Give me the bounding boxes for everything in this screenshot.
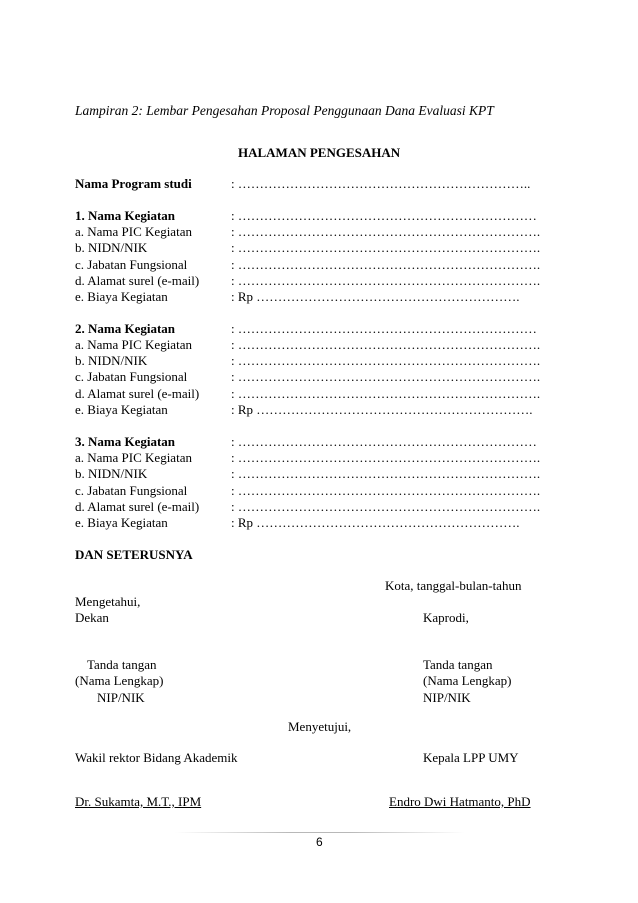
page-number: 6: [316, 835, 323, 849]
dan-seterusnya-text: DAN SETERUSNYA: [75, 547, 193, 562]
appendix-caption: Lampiran 2: Lembar Pengesahan Proposal Penggunaan Dana Evaluasi KPT: [75, 103, 494, 118]
activity-3-nidn-label: b. NIDN/NIK: [75, 466, 148, 481]
program-value: : …………………………………………………………..: [231, 176, 531, 191]
right-official-title: Kepala LPP UMY: [423, 750, 519, 765]
activity-1-email-label: d. Alamat surel (e-mail): [75, 273, 200, 288]
activity-2-pic-label: a. Nama PIC Kegiatan: [75, 337, 192, 352]
activity-3-jabatan-value: : …………………………………………………………….: [231, 483, 541, 498]
mengetahui-text: Mengetahui,: [75, 594, 141, 609]
right-nip-placeholder: NIP/NIK: [423, 690, 471, 705]
activity-3-email-value: : …………………………………………………………….: [231, 499, 541, 514]
activity-1-name-label: 1. Nama Kegiatan: [75, 208, 176, 223]
activity-2-email-label: d. Alamat surel (e-mail): [75, 386, 200, 401]
activity-3-name-value: : ……………………………………………………………: [231, 434, 537, 449]
activity-2-pic-value: : …………………………………………………………….: [231, 337, 541, 352]
activity-1-nidn-value: : …………………………………………………………….: [231, 240, 541, 255]
activity-1-pic-label: a. Nama PIC Kegiatan: [75, 224, 192, 239]
activity-1-email-value: : …………………………………………………………….: [231, 273, 541, 288]
footer-divider: [175, 832, 465, 833]
left-full-name-placeholder: (Nama Lengkap): [75, 673, 164, 688]
activity-2-jabatan-label: c. Jabatan Fungsional: [75, 369, 188, 384]
place-date-text: Kota, tanggal-bulan-tahun: [385, 578, 522, 593]
activity-2-nidn-value: : …………………………………………………………….: [231, 353, 541, 368]
right-full-name-placeholder: (Nama Lengkap): [423, 673, 512, 688]
activity-3-name-label: 3. Nama Kegiatan: [75, 434, 176, 449]
right-role-text: Kaprodi,: [423, 610, 469, 625]
left-official-title: Wakil rektor Bidang Akademik: [75, 750, 238, 765]
activity-3-jabatan-label: c. Jabatan Fungsional: [75, 483, 188, 498]
activity-3-email-label: d. Alamat surel (e-mail): [75, 499, 200, 514]
activity-2-nidn-label: b. NIDN/NIK: [75, 353, 148, 368]
activity-3-pic-value: : …………………………………………………………….: [231, 450, 541, 465]
activity-1-nidn-label: b. NIDN/NIK: [75, 240, 148, 255]
activity-2-biaya-label: e. Biaya Kegiatan: [75, 402, 168, 417]
activity-3-nidn-value: : …………………………………………………………….: [231, 466, 541, 481]
activity-2-email-value: : …………………………………………………………….: [231, 386, 541, 401]
activity-1-pic-value: : …………………………………………………………….: [231, 224, 541, 239]
page-title: HALAMAN PENGESAHAN: [238, 145, 401, 160]
right-official-name: Endro Dwi Hatmanto, PhD: [389, 794, 531, 809]
activity-3-biaya-label: e. Biaya Kegiatan: [75, 515, 168, 530]
activity-1-jabatan-label: c. Jabatan Fungsional: [75, 257, 188, 272]
activity-3-biaya-value: : Rp …………………………………………………….: [231, 515, 520, 530]
activity-2-biaya-value: : Rp ……………………………………………………….: [231, 402, 533, 417]
activity-1-biaya-label: e. Biaya Kegiatan: [75, 289, 168, 304]
left-role-text: Dekan: [75, 610, 109, 625]
activity-1-biaya-value: : Rp …………………………………………………….: [231, 289, 520, 304]
activity-3-pic-label: a. Nama PIC Kegiatan: [75, 450, 192, 465]
activity-1-name-value: : ……………………………………………………………: [231, 208, 537, 223]
right-signature-line: Tanda tangan: [423, 657, 493, 672]
activity-2-jabatan-value: : …………………………………………………………….: [231, 369, 541, 384]
activity-1-jabatan-value: : …………………………………………………………….: [231, 257, 541, 272]
program-label: Nama Program studi: [75, 176, 192, 191]
activity-2-name-label: 2. Nama Kegiatan: [75, 321, 176, 336]
left-signature-line: Tanda tangan: [87, 657, 157, 672]
menyetujui-text: Menyetujui,: [288, 719, 352, 734]
activity-2-name-value: : ……………………………………………………………: [231, 321, 537, 336]
left-nip-placeholder: NIP/NIK: [97, 690, 145, 705]
left-official-name: Dr. Sukamta, M.T., IPM: [75, 794, 202, 809]
